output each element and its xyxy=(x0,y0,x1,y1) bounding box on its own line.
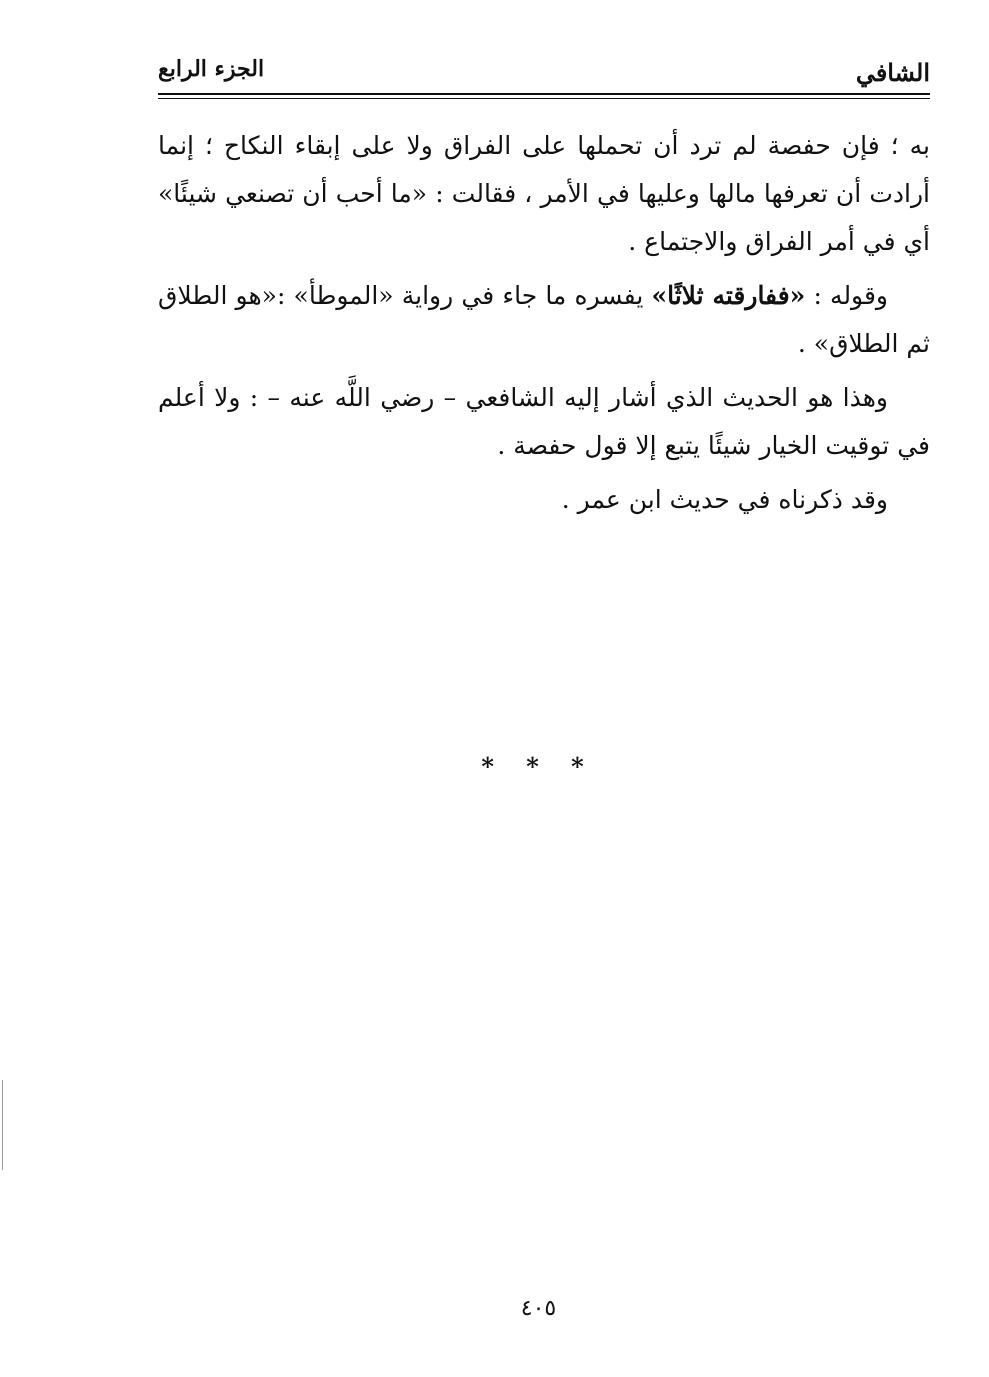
running-header xyxy=(158,52,930,92)
paragraph-2-intro: وقوله : xyxy=(805,281,888,310)
paragraph-1 xyxy=(158,122,930,266)
header-rule-thin xyxy=(158,98,930,99)
paragraph-4-text: وقد ذكرناه في حديث ابن عمر . xyxy=(561,485,888,514)
body-text xyxy=(158,122,930,530)
page-number: ٤٠٥ xyxy=(520,1296,557,1321)
paragraph-2-quote: «ففارقته ثلاثًا» xyxy=(651,281,806,310)
scan-margin-line xyxy=(2,1080,3,1170)
section-separator: * * * xyxy=(481,752,596,781)
paragraph-3 xyxy=(158,374,930,470)
paragraph-2-rest: يفسره ما جاء في رواية «الموطأ» :«هو الطلاق ثم الطلاق» . xyxy=(158,281,930,358)
header-rule xyxy=(158,93,930,95)
paragraph-4 xyxy=(158,476,930,524)
paragraph-2 xyxy=(158,272,930,368)
paragraph-1-text: به ؛ فإن حفصة لم ترد أن تحملها على الفراق ولا على إبقاء النكاح ؛ إنما أرادت أن تعرفها مالها وعليها في الأمر ، فقالت : «ما أحب أن تصنعي شيئًا» أي في أمر الفراق والاجتماع . xyxy=(158,131,930,256)
volume-label: الجزء الرابع xyxy=(158,56,265,82)
book-title: الشافي xyxy=(855,58,930,87)
paragraph-3-text: وهذا هو الحديث الذي أشار إليه الشافعي – رضي اللَّه عنه – : ولا أعلم في توقيت الخيار شيئًا يتبع إلا قول حفصة . xyxy=(158,383,930,460)
